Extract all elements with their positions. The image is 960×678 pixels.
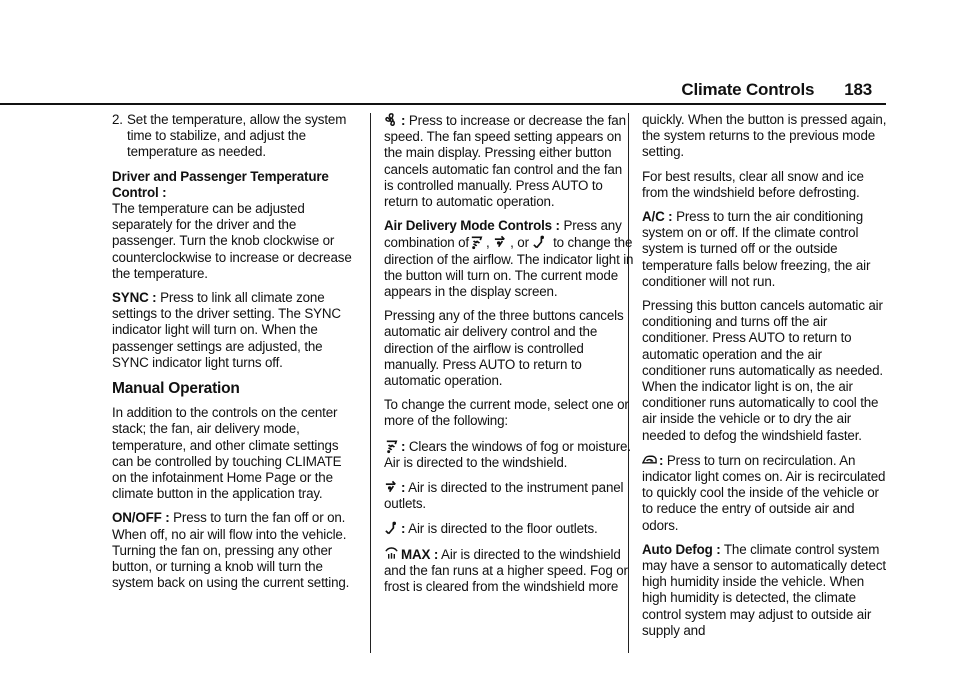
manual-operation-heading: Manual Operation (112, 380, 240, 398)
pressing-paragraph: Pressing any of the three buttons cancels automatic air delivery control and the direction of the airflow is controlled manually. Press AUTO to return to automatic operation. (384, 308, 624, 389)
panel-icon (384, 479, 399, 495)
column-1 (112, 112, 357, 599)
temp-control-term: Driver and Passenger Temperature Control : (112, 168, 329, 200)
fan-text: Press to increase or decrease the fan speed. The fan speed setting appears on the main display. Pressing either button cancels automatic fan control and the fan is controlled manually. Press AUTO to return to automatic operation. (384, 113, 626, 210)
recirculation-paragraph (642, 452, 889, 534)
max-term: MAX : (401, 546, 439, 562)
air-sep-2: , or (510, 235, 529, 251)
ac-paragraph-2: Pressing this button cancels automatic air conditioning and turns off the air conditioner. Press AUTO to return to automatic operation and the air conditioner runs automatically as needed. When the indicator light is on, the air conditioner runs automatically to cool the air inside the vehicle or to dry the air needed to defog the windshield faster. (642, 298, 883, 443)
step-text: Set the temperature, allow the system time to stabilize, and adjust the temperature as needed. (127, 112, 347, 160)
air-delivery-text-b: to change the direction of the airflow. The indicator light in the button will turn on. The current mode appears in the display screen. (384, 235, 634, 300)
panel-paragraph (384, 479, 634, 512)
manual-operation-text: In addition to the controls on the center stack; the fan, air delivery mode, temperature, and other climate settings can be controlled by touching CLIMATE on the infotainment Home Page or the climate button in the application tray. (112, 405, 342, 502)
temp-control-text: The temperature can be adjusted separately for the driver and the passenger. Turn the knob clockwise or counterclockwise to increase or decrease the temperature. (112, 201, 352, 281)
air-delivery-term: Air Delivery Mode Controls : (384, 218, 560, 234)
floor-term: : (401, 521, 406, 537)
air-sep-1: , (486, 235, 490, 251)
max-text: Air is directed to the windshield and the fan runs at a higher speed. Fog or frost is cleared from the windshield more (384, 546, 628, 595)
auto-defog-term: Auto Defog : (642, 541, 721, 557)
air-delivery-text-a: Press any combination of (384, 218, 622, 251)
onoff-text: Press to turn the fan off or on. When off, no air will flow into the vehicle. Turning the fan on, pressing any other button, or turning a knob will turn the system back on using the current setting. (112, 510, 350, 591)
column-divider (370, 113, 371, 653)
ac-text: Press to turn the air conditioning system on or off. If the climate control system is turned off or the outside temperature falls below freezing, the air conditioner will not run. (642, 209, 871, 289)
panel-text: Air is directed to the instrument panel outlets. (384, 480, 624, 512)
step-2 (112, 112, 357, 161)
panel-term: : (401, 480, 406, 496)
section-title: Climate Controls (681, 80, 815, 99)
best-results-paragraph: For best results, clear all snow and ice from the windshield before defrosting. (642, 168, 864, 200)
running-header (681, 80, 872, 100)
floor-text: Air is directed to the floor outlets. (408, 521, 598, 537)
onoff-paragraph (112, 510, 357, 591)
floor-icon (384, 520, 399, 536)
max-paragraph (384, 546, 634, 596)
floor-mode-icon (532, 234, 547, 250)
column-2 (384, 112, 634, 603)
header-rule (0, 103, 886, 105)
sync-term: SYNC : (112, 290, 157, 306)
max-defrost-icon (384, 546, 399, 562)
step-number: 2. (112, 112, 123, 127)
defrost-term: : (401, 438, 406, 454)
temp-control-paragraph (112, 169, 357, 282)
page-number: 183 (844, 80, 872, 99)
recirculation-text: Press to turn on recirculation. An indicator light comes on. Air is recirculated to quickly cool the inside of the vehicle or to reduce the entry of outside air and odors. (642, 452, 886, 533)
column-3 (642, 112, 889, 647)
ac-term: A/C : (642, 209, 673, 225)
recirculation-term: : (659, 452, 664, 468)
defrost-icon (384, 438, 399, 454)
change-mode-paragraph: To change the current mode, select one or more of the following: (384, 397, 629, 429)
fan-paragraph (384, 112, 634, 210)
auto-defog-text: The climate control system may have a sensor to automatically detect high humidity inside the vehicle. When high humidity is detected, the climate control system may adjust to outside air supply and (642, 541, 886, 638)
sync-text: Press to link all climate zone settings to the driver setting. The SYNC indicator light will turn on. When the passenger settings are adjusted, the SYNC indicator light turns off. (112, 290, 341, 370)
continued-paragraph: quickly. When the button is pressed again, the system returns to the previous mode setting. (642, 112, 887, 160)
defrost-mode-icon (469, 234, 484, 250)
auto-defog-paragraph (642, 542, 889, 639)
floor-paragraph (384, 520, 634, 537)
fan-term: : (401, 113, 406, 128)
ac-paragraph (642, 209, 889, 290)
panel-mode-icon (493, 234, 508, 250)
onoff-term: ON/OFF : (112, 510, 170, 526)
fan-icon (384, 112, 399, 128)
sync-paragraph (112, 290, 357, 371)
defrost-paragraph (384, 438, 634, 471)
defrost-text: Clears the windows of fog or moisture. Air is directed to the windshield. (384, 438, 631, 470)
air-delivery-paragraph (384, 218, 634, 300)
recirculation-icon (642, 452, 657, 468)
